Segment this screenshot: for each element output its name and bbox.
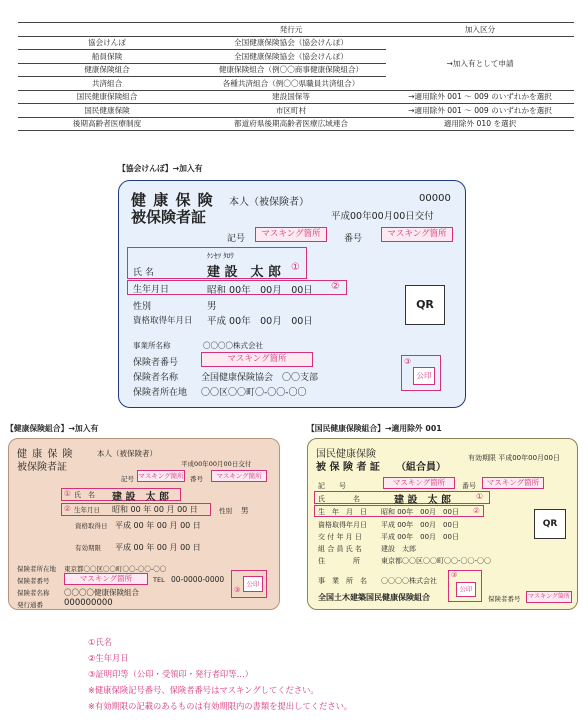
circle-2-marker: ② [64,504,71,513]
note-masking: ※健康保険記号番号、保険者番号はマスキングしてください。 [88,685,319,695]
name-furigana: ｹﾝｾﾂ ﾀﾛｳ [207,252,234,260]
table-row [18,36,574,50]
bango-mask: マスキング箇所 [381,227,453,242]
table-cell: 国民健康保険組合 [18,90,196,104]
section-label-kyokai: 【協会けんぽ】→加入有 [118,164,203,173]
acq-label: 資格取得年月日 [133,316,193,326]
table-cell: 市区町村 [196,104,386,118]
addr-value: 東京都〇〇区〇〇町〇〇-〇〇-〇〇 [381,557,492,565]
insurer-name-value: 全国健康保険協会 〇〇支部 [201,373,319,383]
dob-value: 昭和 00年 00月 00日 [207,285,313,296]
note-dob: ②生年月日 [88,653,129,663]
valid-label: 有効期限 [75,544,101,552]
table-cell: 健康保険組合（例〇〇商事健康保険組合） [196,63,386,77]
table-header: 加入区分 [386,23,574,37]
table-row [18,117,574,131]
office-value: 〇〇〇〇株式会社 [381,577,437,585]
insurer-no-label: 保険者番号 [17,577,50,585]
valid-value: 平成 00 年 00 月 00 日 [115,543,201,552]
table-header [18,23,196,37]
issue-date: 平成00年00月00日交付 [181,460,252,468]
table-cell: 各種共済組合（例〇〇県職員共済組合） [196,77,386,91]
table-cell: 全国健康保険協会（協会けんぽ） [196,36,386,50]
acq-label: 資格取得年月日 [318,521,367,529]
issue-value: 平成 00年 00月 00日 [381,533,459,541]
bango-label: 番号 [462,482,476,490]
note-seal: ③証明印等（公印・受領印・発行者印等…） [88,669,254,679]
table-cell: →適用除外 001 ～ 009 のいずれかを選択 [386,104,574,118]
kigo-label: 記号 [121,475,134,483]
person-type: 本人（被保険者） [97,449,157,458]
circle-1-marker: ① [291,262,300,273]
card-title-line2: 被保険者証 [17,462,67,473]
table-cell: 都道府県後期高齢者医療広域連合 [196,117,386,131]
section-label-kokuho-kumiai: 【国民健康保険組合】→適用除外 001 [307,424,442,433]
sex-label: 性別 [133,302,152,312]
name-label: 氏 名 [133,268,154,278]
seal-stamp: 公印 [456,582,476,597]
card-title-line1: 国民健康保険 [316,449,376,460]
insurer-name-label: 保険者名称 [133,373,179,383]
name-value: 建 設 太 郎 [207,265,282,280]
dob-label: 生 年 月 日 [318,508,367,516]
office-value: 〇〇〇〇株式会社 [203,341,263,350]
table-cell: 健康保険組合 [18,63,196,77]
kigo-mask: マスキング箇所 [138,472,184,480]
issue-label: 交 付 年 月 日 [318,533,362,541]
table-cell: 協会けんぽ [18,36,196,50]
sex-label: 性別 [219,507,232,515]
name-label: 氏 名 [74,491,95,499]
insurer-addr-label: 保険者所在地 [133,388,188,398]
qr-code: QR [534,509,566,539]
table-row [18,104,574,118]
acq-value: 平成 00年 00月 00日 [381,521,459,529]
bango-mask: マスキング箇所 [482,477,544,489]
card-kokuho-kumiai [307,438,578,610]
table-cell: 国民健康保険 [18,104,196,118]
circle-2-marker: ② [331,281,340,292]
sex-value: 男 [241,506,249,515]
dob-value: 昭和 00年 00月 00日 [381,508,459,516]
name-value: 建 設 太 郎 [112,492,169,503]
office-label: 事 業 所 名 [318,577,367,585]
table-cell: 共済組合 [18,77,196,91]
acq-value: 平成 00 年 00 月 00 日 [115,521,201,530]
insurer-name-label: 保険者名称 [17,589,50,597]
table-header-row [18,23,574,37]
acq-label: 資格取得日 [75,522,108,530]
circle-3-marker: ③ [451,571,458,579]
seal-stamp: 公印 [413,367,435,385]
insurer-no-label: 保険者番号 [133,358,179,368]
member-label: 組 合 員 氏 名 [318,545,362,553]
insurer-addr-label: 保険者所在地 [17,565,56,573]
card-title-line1: 健 康 保 険 [131,191,214,209]
bango-label: 番号 [344,234,363,244]
table-cell: 船員保険 [18,50,196,64]
tel-label: TEL [153,576,165,584]
sex-value: 男 [207,301,217,312]
circle-3-marker: ③ [404,357,412,366]
insurer-no-mask: マスキング箇所 [201,352,313,367]
insurer-no-mask: マスキング箇所 [526,591,572,603]
card-title-line2: 被保険者証 [131,208,207,226]
insurance-table [18,22,574,131]
table-cell: →適用除外 001 ～ 009 のいずれかを選択 [386,90,574,104]
bango-mask: マスキング箇所 [211,470,267,482]
circle-1-marker: ① [64,489,71,498]
circle-3-marker: ③ [234,586,241,594]
insurer-no-mask: マスキング箇所 [64,573,148,585]
table-cell: 全国健康保険協会（協会けんぽ） [196,50,386,64]
table-cell-merged: →加入有として申請 [386,36,574,90]
section-label-kenpo-kumiai: 【健康保険組合】→加入有 [6,424,99,433]
table-row [18,90,574,104]
acq-value: 平成 00年 00月 00日 [207,316,313,327]
note-validity: ※有効期限の記載のあるものは有効期限内の書類を提出してください。 [88,701,353,711]
valid-date: 有効期限 平成00年00月00日 [468,454,560,462]
dob-label: 生年月日 [74,506,100,514]
name-label: 氏 名 [318,495,360,503]
kigo-mask: マスキング箇所 [255,227,327,242]
member-value: 建設 太郎 [381,545,416,553]
issuer-no-value: 000000000 [64,598,113,608]
circle-1-marker: ① [476,492,484,501]
insurer-name-value: 〇〇〇〇健康保険組合 [64,588,139,597]
addr-label: 住 所 [318,557,360,565]
insurer-addr-value: 東京都〇〇区〇〇町〇〇-〇〇-〇〇 [64,565,167,573]
table-cell: 適用除外 010 を選択 [386,117,574,131]
kigo-label: 記号 [227,234,246,244]
card-kyokai [118,180,466,408]
table-cell: 後期高齢者医療制度 [18,117,196,131]
office-label: 事業所名称 [133,341,171,350]
card-kenpo-kumiai [8,438,280,610]
card-title-line1: 健 康 保 険 [17,449,74,460]
circle-2-marker: ② [473,506,480,515]
tel-value: 00-0000-0000 [171,575,225,584]
dob-value: 昭和 00 年 00 月 00 日 [112,505,198,514]
insurer-addr-value: 〇〇区〇〇町〇-〇〇-〇〇 [201,388,307,398]
table-header: 発行元 [196,23,386,37]
union-name: 全国土木建築国民健康保険組合 [318,593,430,602]
insurer-no-label: 保険者番号 [488,595,521,603]
dob-label: 生年月日 [133,285,170,295]
bango-label: 番号 [190,475,203,483]
name-value: 建 設 太 郎 [394,495,451,506]
kumiai-label: （組合員） [396,462,446,473]
kigo-label: 記 号 [318,482,346,490]
person-type: 本人（被保険者） [229,197,309,208]
seal-stamp: 公印 [243,576,263,592]
card-title-line2: 被 保 険 者 証 [316,462,380,473]
issue-date: 平成00年00月00日交付 [331,211,434,222]
kigo-mask: マスキング箇所 [383,477,455,489]
table-cell: 建設国保等 [196,90,386,104]
card-number: 00000 [419,193,451,204]
note-name: ①氏名 [88,637,113,647]
qr-code: QR [405,285,445,325]
issuer-no-label: 発行通番 [17,601,43,609]
